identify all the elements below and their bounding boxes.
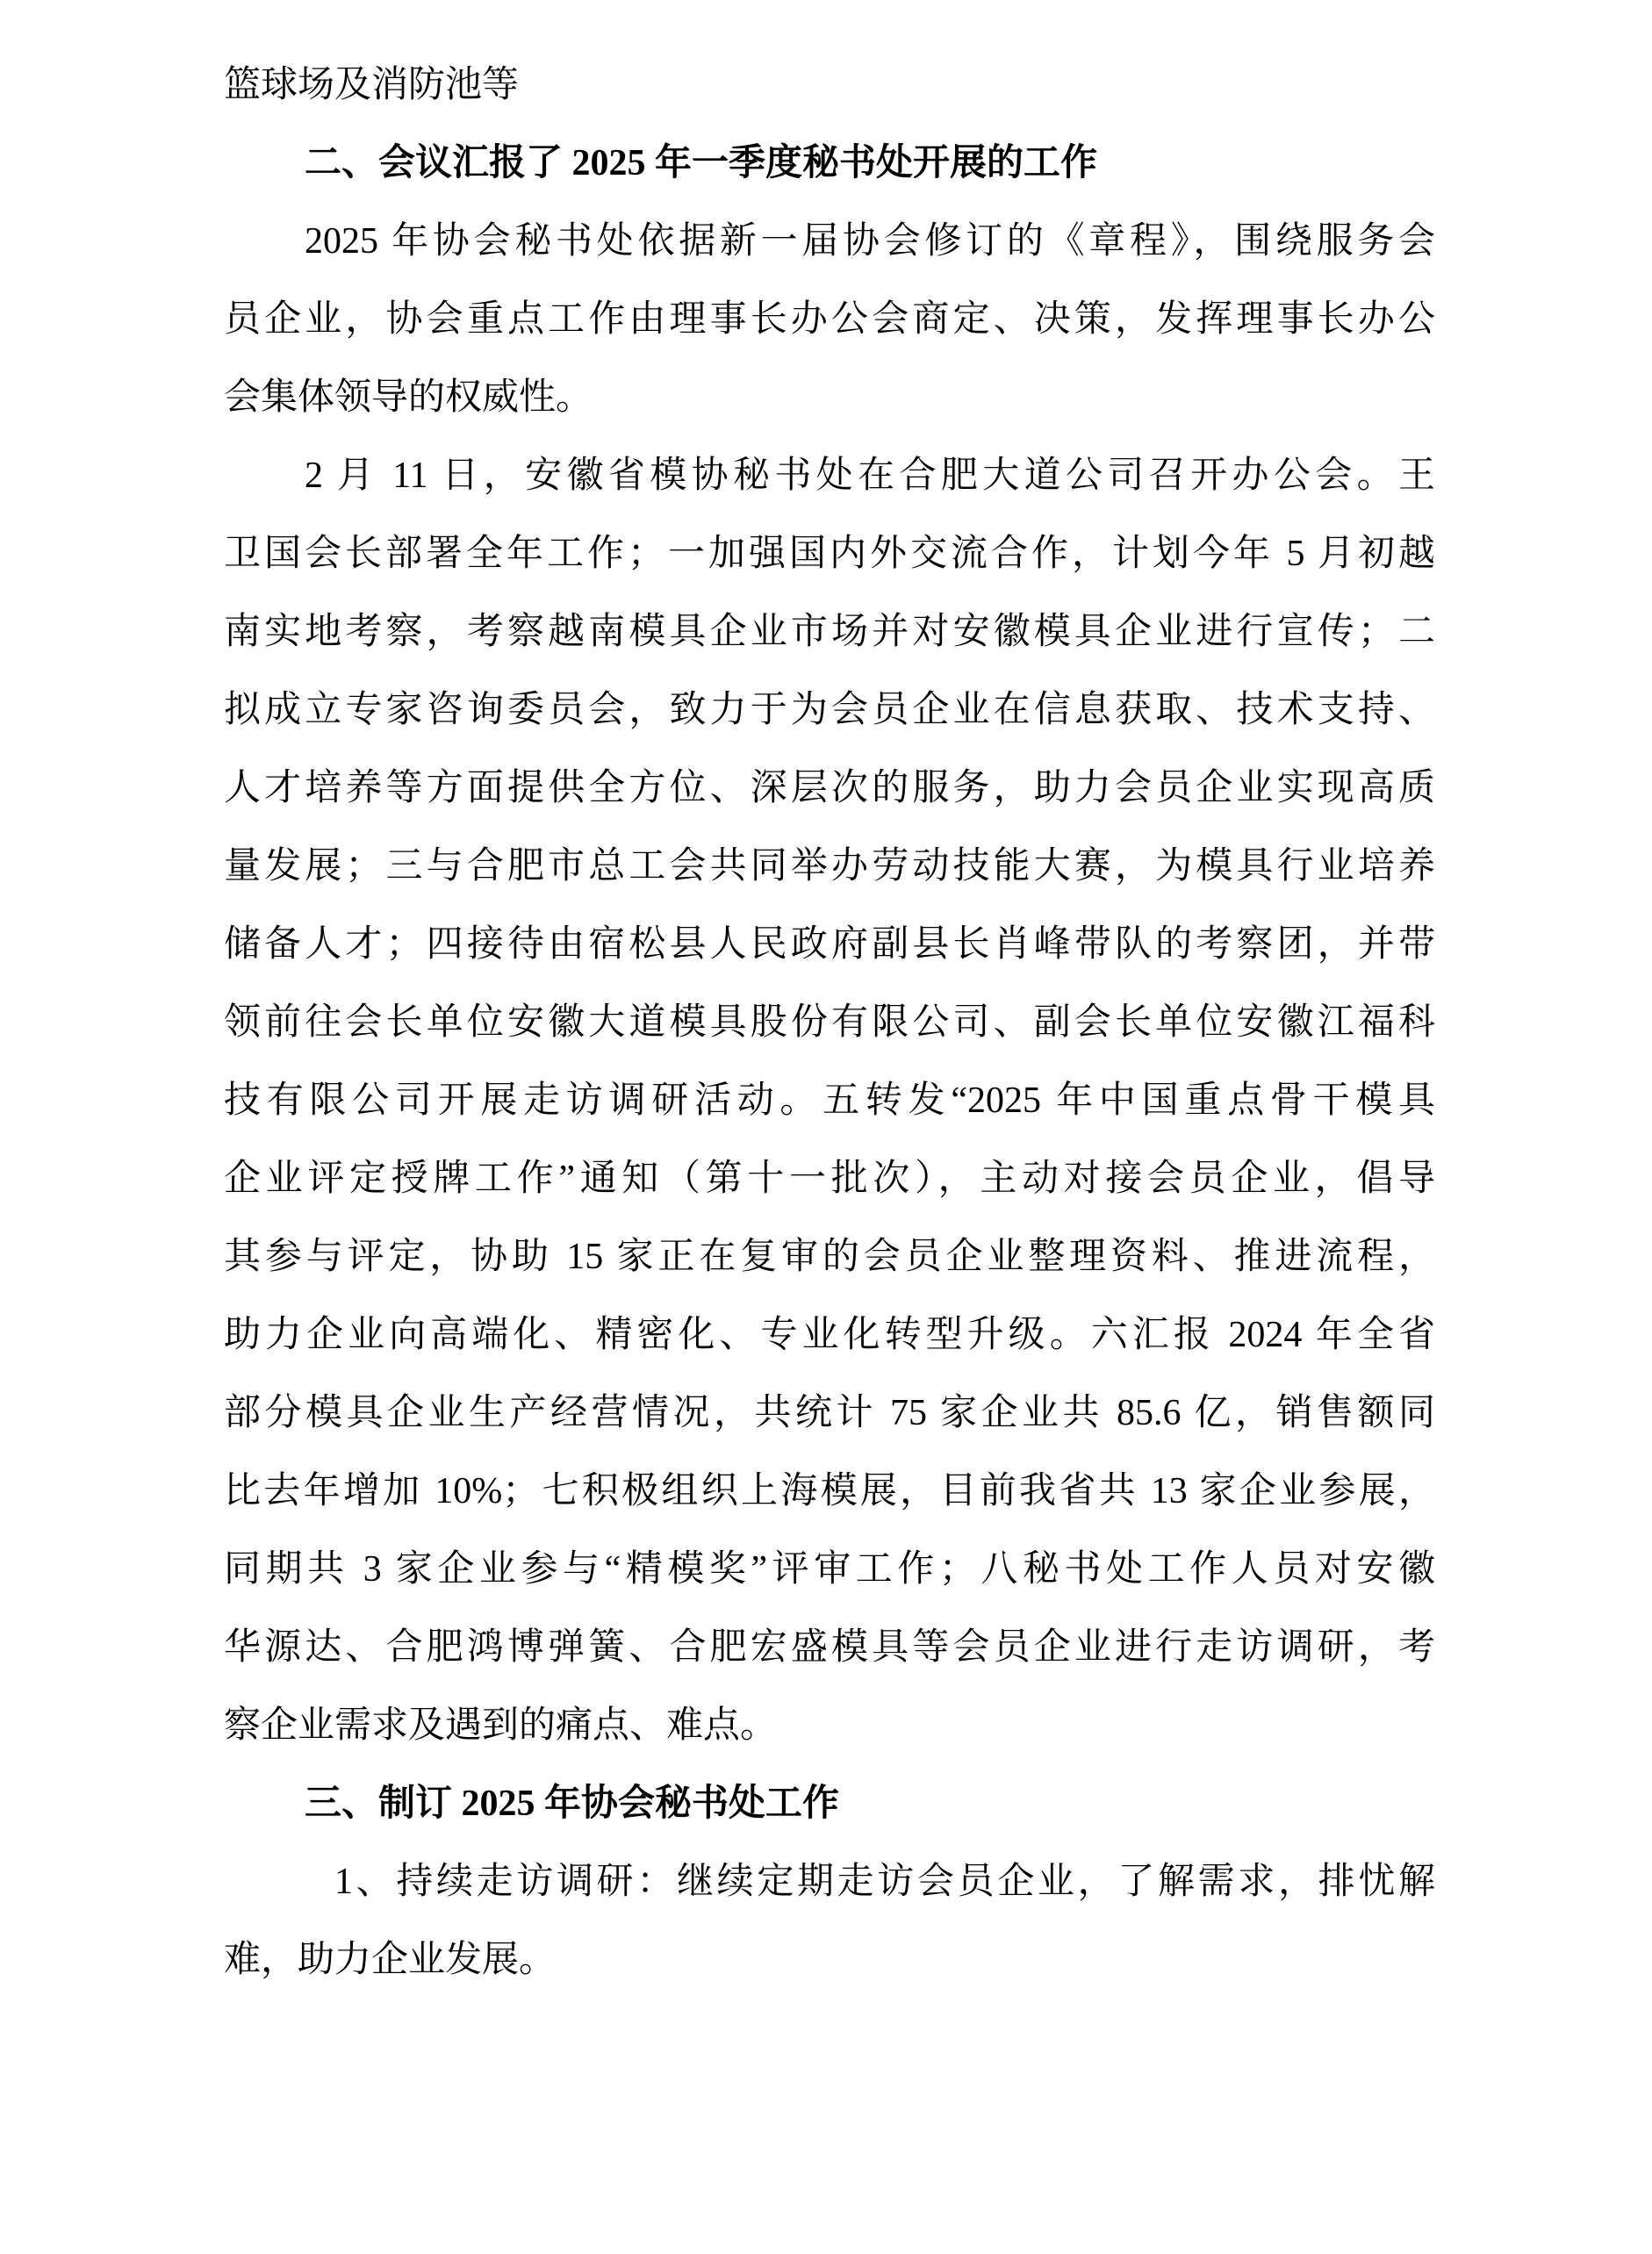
section-2-heading: 二、会议汇报了 2025 年一季度秘书处开展的工作 xyxy=(305,143,1098,183)
body-text-line: 察企业需求及遇到的痛点、难点。 xyxy=(224,1705,778,1746)
body-text-line: 助力企业向高端化、精密化、专业化转型升级。六汇报 2024 年全省 xyxy=(224,1315,1435,1355)
body-text-line: 比去年增加 10%；七积极组织上海模展，目前我省共 13 家企业参展， xyxy=(224,1471,1435,1511)
body-text-line: 2 月 11 日，安徽省模协秘书处在合肥大道公司召开办公会。王 xyxy=(305,456,1435,496)
body-text-line: 南实地考察，考察越南模具企业市场并对安徽模具企业进行宣传；二 xyxy=(224,612,1435,652)
body-text-line: 拟成立专家咨询委员会，致力于为会员企业在信息获取、技术支持、 xyxy=(224,690,1435,730)
body-text-line: 难，助力企业发展。 xyxy=(224,1940,557,1980)
body-text-line: 其参与评定，协助 15 家正在复审的会员企业整理资料、推进流程， xyxy=(224,1237,1435,1277)
body-text-line: 人才培养等方面提供全方位、深层次的服务，助力会员企业实现高质 xyxy=(224,768,1435,808)
body-text-line: 1、持续走访调研：继续定期走访会员企业，了解需求，排忧解 xyxy=(334,1862,1435,1902)
document-text-block xyxy=(224,47,1435,1999)
section-3-heading: 三、制订 2025 年协会秘书处工作 xyxy=(305,1784,840,1824)
body-text-line: 会集体领导的权威性。 xyxy=(224,377,593,418)
body-text-line: 领前往会长单位安徽大道模具股份有限公司、副会长单位安徽江福科 xyxy=(224,1002,1435,1043)
body-text-line: 同期共 3 家企业参与“精模奖”评审工作；八秘书处工作人员对安徽 xyxy=(224,1549,1435,1590)
body-text-line: 部分模具企业生产经营情况，共统计 75 家企业共 85.6 亿，销售额同 xyxy=(224,1393,1435,1433)
body-text-line: 卫国会长部署全年工作；一加强国内外交流合作，计划今年 5 月初越 xyxy=(224,534,1435,574)
body-text-line: 技有限公司开展走访调研活动。五转发“2025 年中国重点骨干模具 xyxy=(224,1080,1435,1121)
body-text-line: 2025 年协会秘书处依据新一届协会修订的《章程》，围绕服务会 xyxy=(305,221,1435,262)
body-text-line: 企业评定授牌工作”通知（第十一批次），主动对接会员企业，倡导 xyxy=(224,1159,1435,1199)
paragraph-continuation-line: 篮球场及消防池等 xyxy=(224,65,520,105)
body-text-line: 量发展；三与合肥市总工会共同举办劳动技能大赛，为模具行业培养 xyxy=(224,846,1435,887)
body-text-line: 华源达、合肥鸿博弹簧、合肥宏盛模具等会员企业进行走访调研，考 xyxy=(224,1627,1435,1668)
body-text-line: 储备人才；四接待由宿松县人民政府副县长肖峰带队的考察团，并带 xyxy=(224,924,1435,965)
body-text-line: 员企业，协会重点工作由理事长办公会商定、决策，发挥理事长办公 xyxy=(224,299,1435,340)
